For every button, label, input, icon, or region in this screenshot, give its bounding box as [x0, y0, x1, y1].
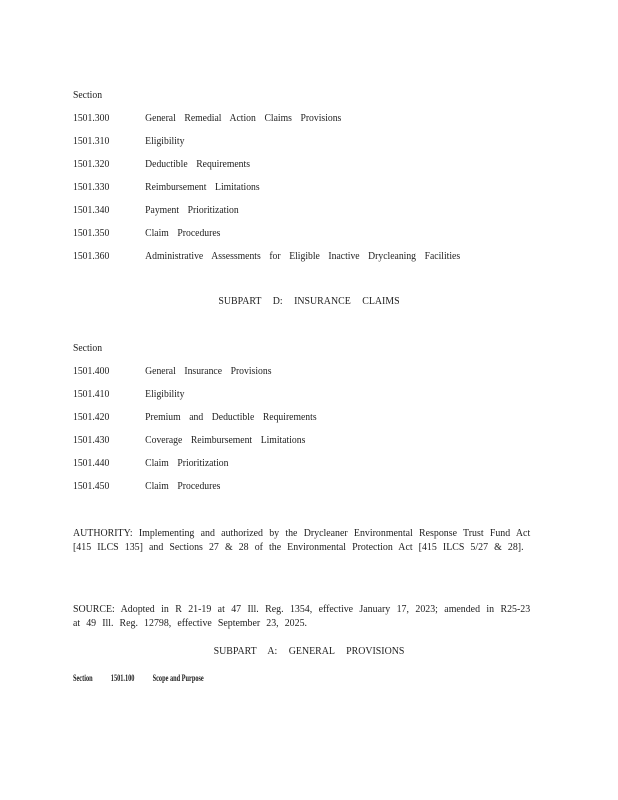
section-title: General Insurance Provisions — [145, 365, 272, 377]
section-title: Claim Procedures — [145, 480, 221, 492]
section-title: Claim Prioritization — [145, 457, 229, 469]
section-title: Eligibility — [145, 135, 185, 147]
toc-row[interactable] — [73, 134, 185, 157]
toc-row[interactable] — [73, 226, 221, 249]
toc-row[interactable] — [73, 203, 239, 226]
section-heading: Section — [73, 89, 103, 101]
section-1501-100-heading — [73, 672, 222, 684]
section-list-subpart-d — [73, 341, 317, 502]
section-title: Reimbursement Limitations — [145, 181, 260, 193]
section-number: 1501.350 — [73, 227, 110, 239]
toc-row[interactable] — [73, 479, 221, 502]
section-number: 1501.430 — [73, 434, 110, 446]
section-number: 1501.440 — [73, 457, 110, 469]
toc-row[interactable] — [73, 180, 260, 203]
section-word: Section — [73, 673, 93, 683]
section-number: 1501.320 — [73, 158, 110, 170]
section-number: 1501.360 — [73, 250, 110, 262]
section-number: 1501.300 — [73, 112, 110, 124]
section-number: 1501.420 — [73, 411, 110, 423]
section-title: Coverage Reimbursement Limitations — [145, 434, 306, 446]
section-number: 1501.100 — [110, 673, 135, 683]
subpart-a-heading: SUBPART A: GENERAL PROVISIONS — [213, 645, 405, 657]
section-heading: Section — [73, 342, 103, 354]
section-title: General Remedial Action Claims Provisions — [145, 112, 342, 124]
section-title: Deductible Requirements — [145, 158, 250, 170]
toc-row[interactable] — [73, 433, 306, 456]
section-number: 1501.340 — [73, 204, 110, 216]
section-list-subpart-c — [73, 88, 461, 272]
section-number: 1501.450 — [73, 480, 110, 492]
toc-row[interactable] — [73, 387, 185, 410]
authority-note: AUTHORITY: Implementing and authorized by the Drycleaner Environmental Response Trust Fund Act [415 ILCS 135] and Sections 27 & 28 of the Environmental Protection Act [415 ILCS 5/27 & 28]. — [73, 527, 531, 553]
section-title: Scope and Purpose — [152, 673, 204, 683]
subpart-d-heading: SUBPART D: INSURANCE CLAIMS — [218, 295, 400, 307]
source-note: SOURCE: Adopted in R 21-19 at 47 Ill. Reg. 1354, effective January 17, 2023; amended in R25-23 at 49 Ill. Reg. 12798, effective September 23, 2025. — [73, 603, 531, 629]
section-title: Administrative Assessments for Eligible Inactive Drycleaning Facilities — [145, 250, 461, 262]
section-title: Payment Prioritization — [145, 204, 239, 216]
toc-row[interactable] — [73, 410, 317, 433]
section-title: Premium and Deductible Requirements — [145, 411, 317, 423]
section-title: Eligibility — [145, 388, 185, 400]
toc-row[interactable] — [73, 249, 461, 272]
section-number: 1501.400 — [73, 365, 110, 377]
toc-row[interactable] — [73, 364, 272, 387]
toc-row[interactable] — [73, 456, 229, 479]
section-number: 1501.330 — [73, 181, 110, 193]
toc-row[interactable] — [73, 157, 250, 180]
section-title: Claim Procedures — [145, 227, 221, 239]
section-number: 1501.410 — [73, 388, 110, 400]
section-number: 1501.310 — [73, 135, 110, 147]
toc-row[interactable] — [73, 111, 342, 134]
